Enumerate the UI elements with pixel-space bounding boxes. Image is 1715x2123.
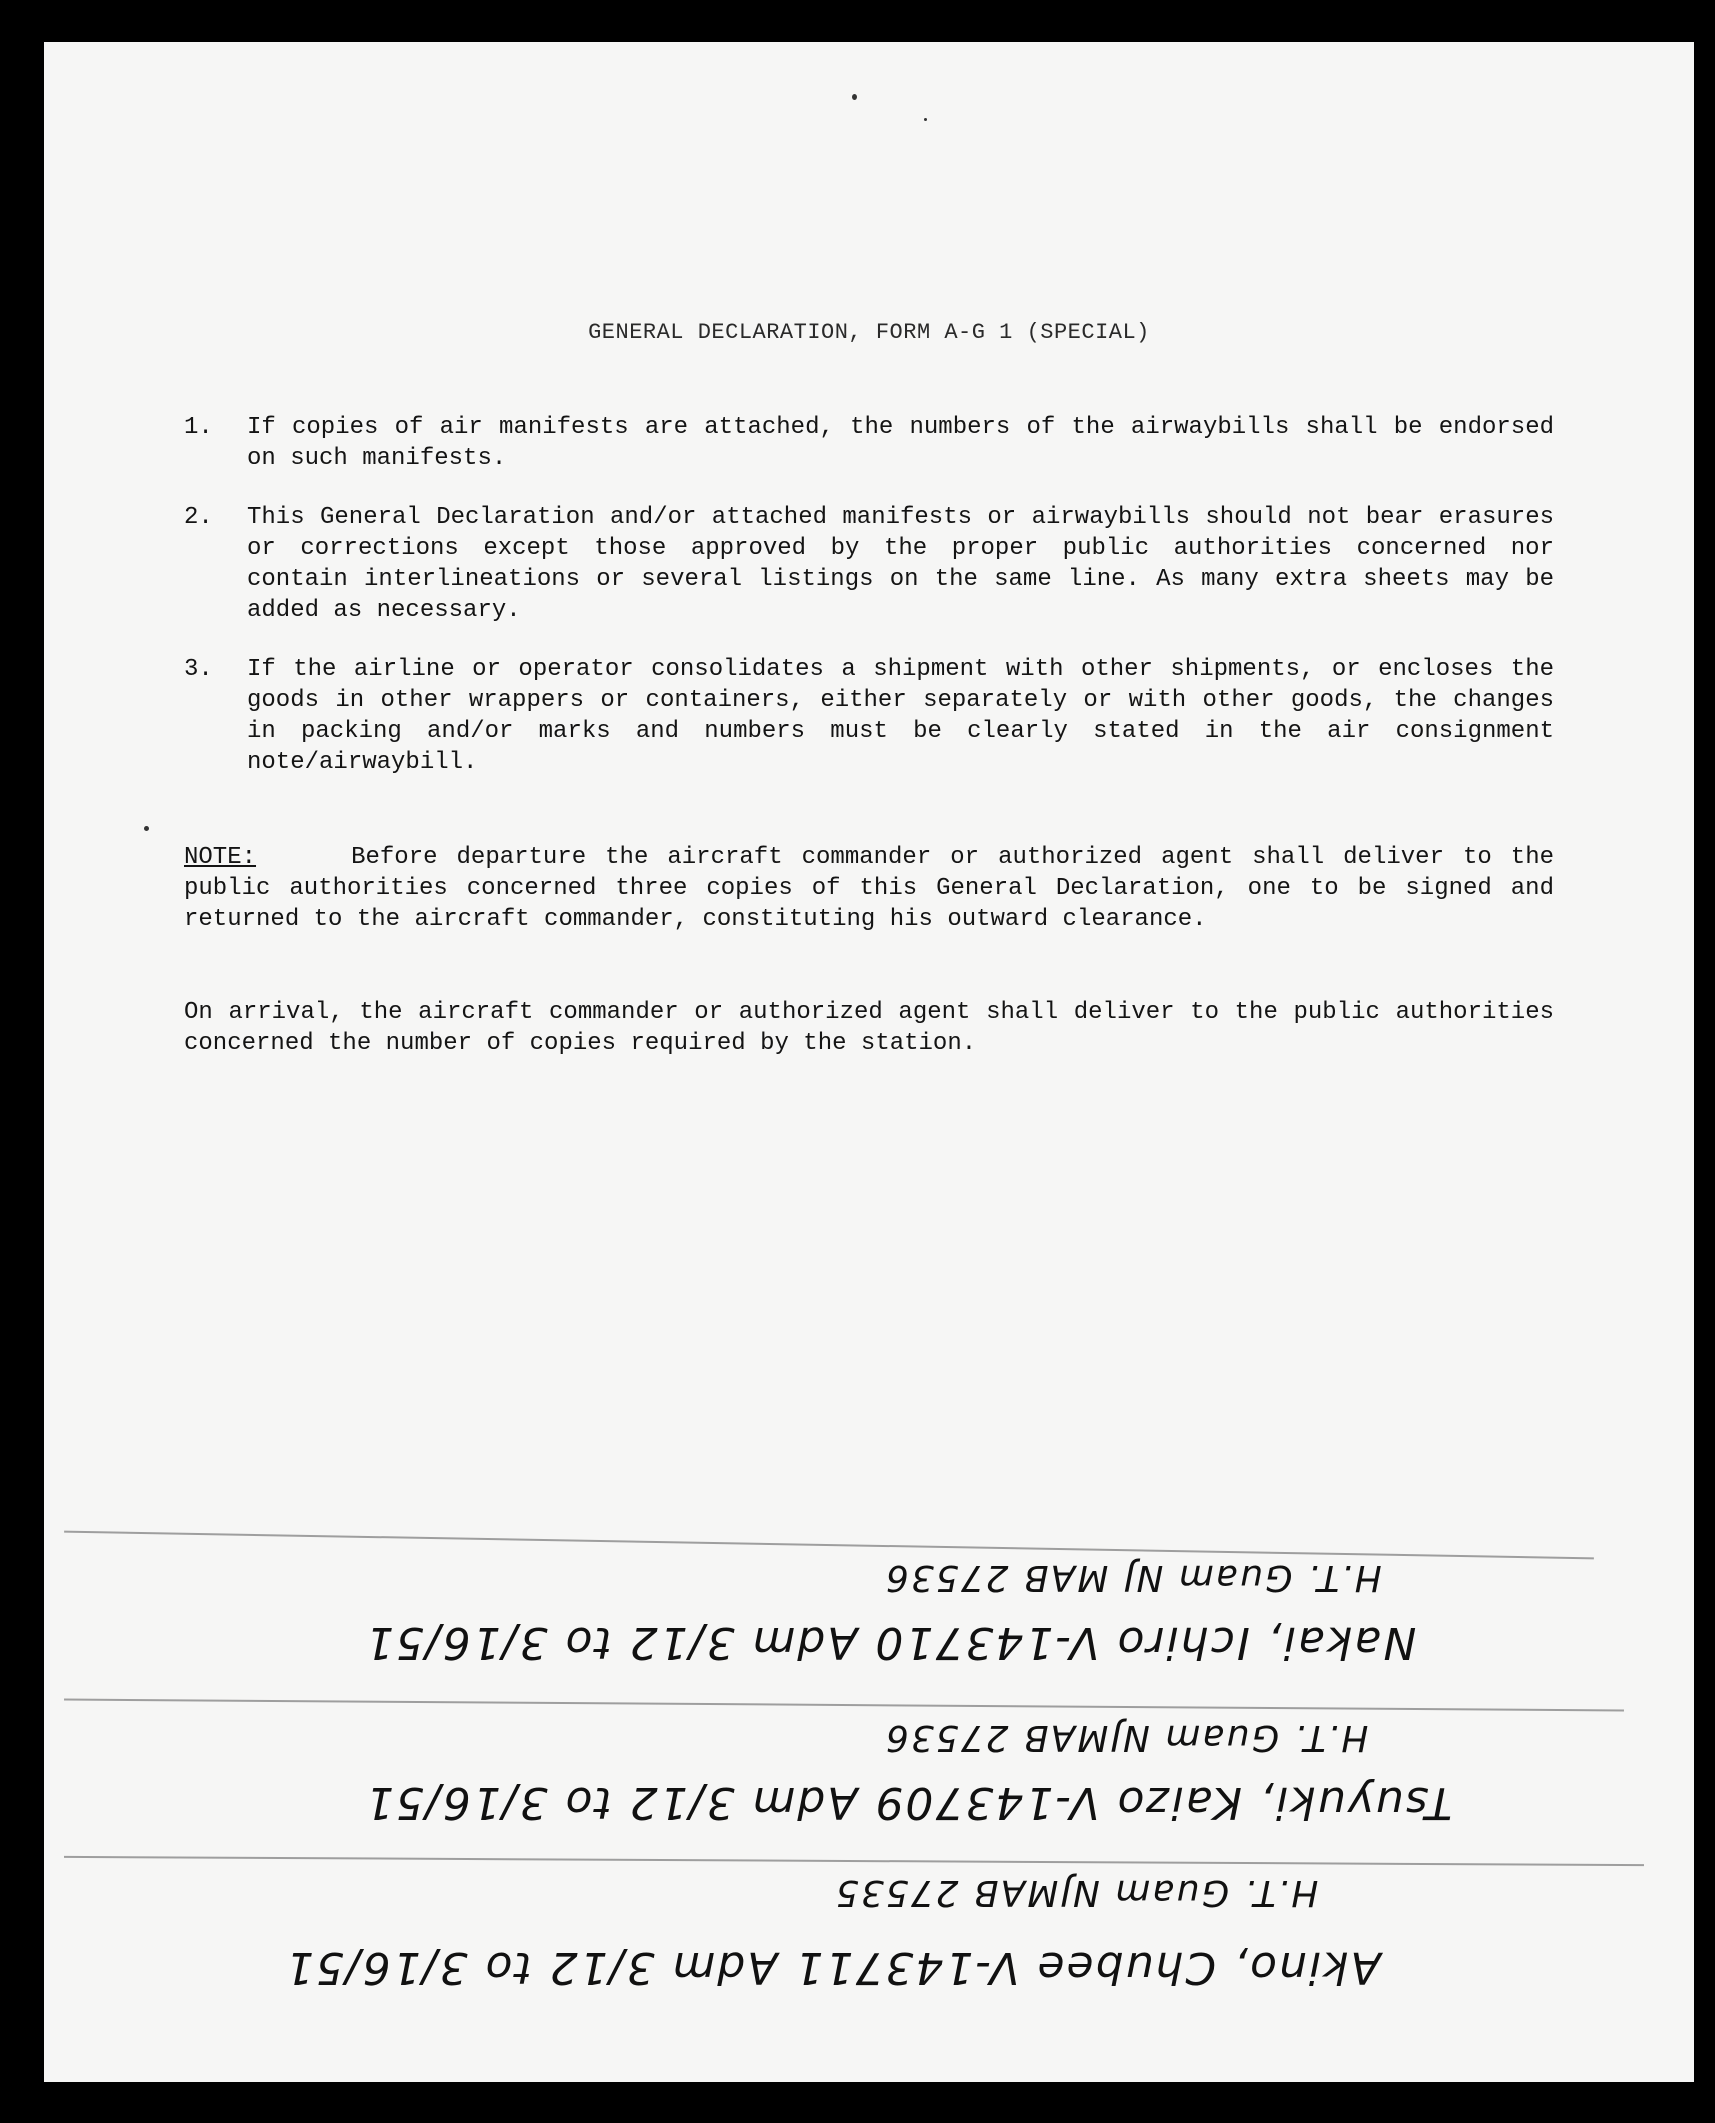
note-label: NOTE:	[184, 844, 257, 871]
scan-speck	[924, 118, 927, 121]
handwritten-line: H.T. Guam NJMAB 27536	[884, 1717, 1369, 1758]
scan-speck	[852, 94, 857, 100]
arrival-paragraph: On arrival, the aircraft commander or authorized agent shall deliver to the public authorities concerned the number of copies required by the station.	[184, 999, 1554, 1057]
item-number: 2.	[184, 504, 213, 531]
handwritten-line: Nakai, Ichiro V-143710 Adm 3/12 to 3/16/51	[364, 1617, 1417, 1668]
page-title: GENERAL DECLARATION, FORM A-G 1 (SPECIAL)	[588, 320, 1150, 345]
item-text: This General Declaration and/or attached manifests or airwaybills should not bear erasures or corrections except those approved by the proper public authorities concerned nor contain interlineations or several listings on the same line. As many extra sheets may be added as necessary.	[247, 504, 1554, 624]
item-text: If the airline or operator consolidates a shipment with other shipments, or encloses the goods in other wrappers or containers, either separately or with other goods, the changes in packing and/or marks and numbers must be clearly stated in the air consignment note/airwaybill.	[247, 656, 1554, 776]
note-text: Before departure the aircraft commander or authorized agent shall deliver to the public authorities concerned three copies of this General Declaration, one to be signed and returned to the aircraft commander, constituting his outward clearance.	[184, 844, 1555, 933]
ruled-line	[64, 1531, 1594, 1560]
item-number: 1.	[184, 414, 213, 441]
handwritten-line: Akino, Chubee V-143711 Adm 3/12 to 3/16/51	[284, 1942, 1381, 1993]
handwritten-line: Tsuyuki, Kaizo V-143709 Adm 3/12 to 3/16/51	[364, 1777, 1453, 1828]
note-paragraph	[184, 842, 1554, 935]
handwritten-line: H.T. Guam NJ MAB 27536	[884, 1557, 1382, 1598]
item-number: 3.	[184, 656, 213, 683]
handwritten-notes	[44, 1522, 1694, 2082]
handwritten-line: H.T. Guam NJMAB 27535	[834, 1872, 1319, 1913]
document-page	[44, 42, 1694, 2082]
ruled-line	[64, 1856, 1644, 1866]
scan-speck	[144, 826, 149, 831]
ruled-line	[64, 1699, 1624, 1712]
item-text: If copies of air manifests are attached, the numbers of the airwaybills shall be endorsed on such manifests.	[247, 414, 1554, 472]
